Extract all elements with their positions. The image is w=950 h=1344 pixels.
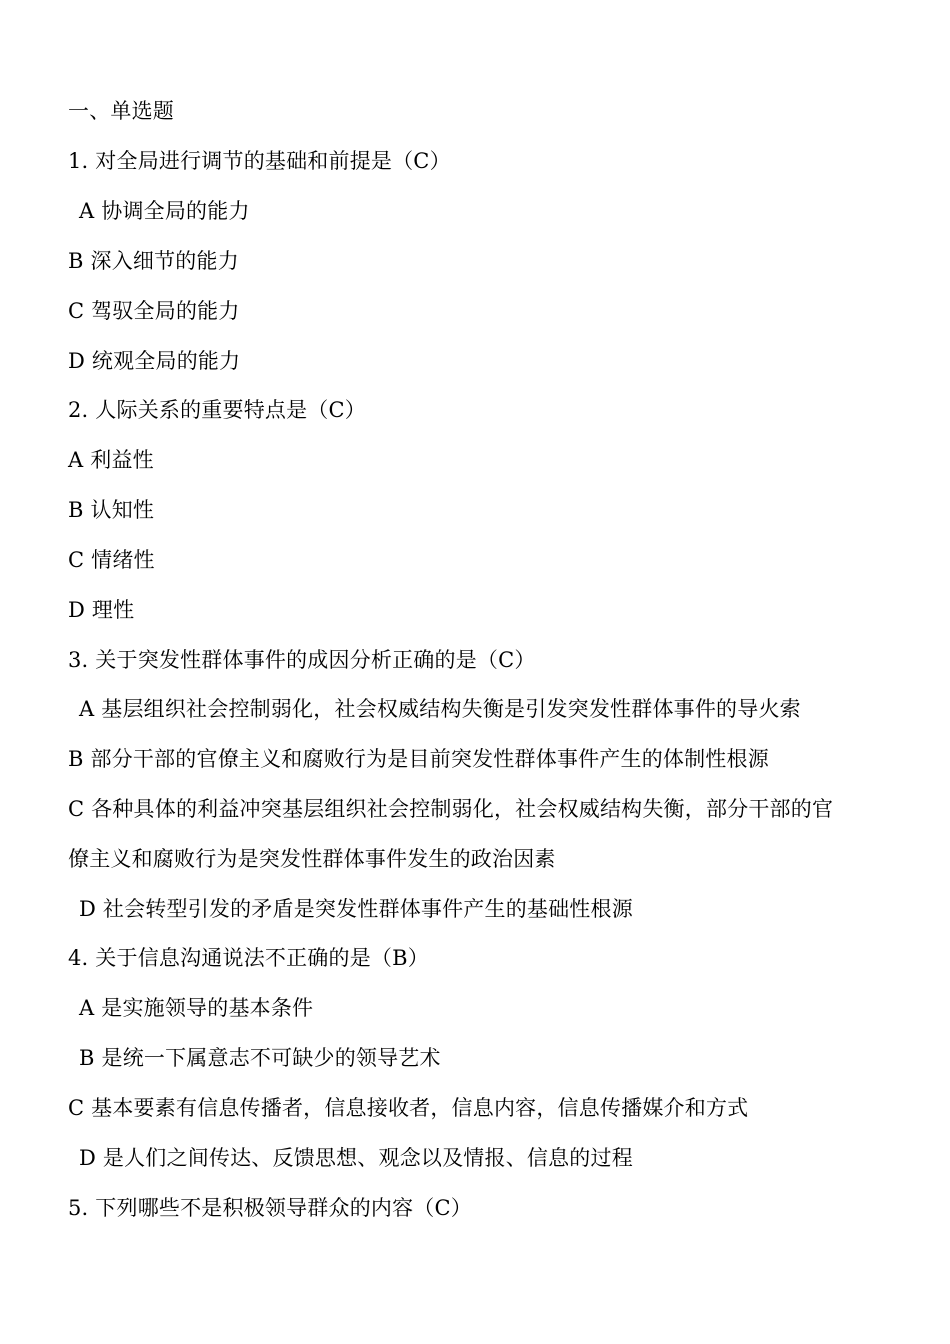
- section-title: 一、单选题: [68, 99, 174, 123]
- question-option: D 社会转型引发的矛盾是突发性群体事件产生的基础性根源: [79, 897, 633, 921]
- question-option: C 情绪性: [68, 548, 155, 572]
- question-option: A 基层组织社会控制弱化，社会权威结构失衡是引发突发性群体事件的导火索: [79, 697, 801, 721]
- question-option: B 是统一下属意志不可缺少的领导艺术: [79, 1046, 441, 1070]
- question-option: A 利益性: [68, 448, 154, 472]
- question-option: D 统观全局的能力: [68, 349, 241, 373]
- question-option: D 理性: [68, 598, 135, 622]
- question-option: C 各种具体的利益冲突基层组织社会控制弱化，社会权威结构失衡，部分干部的官: [68, 797, 834, 821]
- question-option: C 基本要素有信息传播者，信息接收者，信息内容，信息传播媒介和方式: [68, 1096, 749, 1120]
- question-option: B 深入细节的能力: [68, 249, 239, 273]
- question-option: C 驾驭全局的能力: [68, 299, 240, 323]
- question-stem: 2. 人际关系的重要特点是（C）: [68, 398, 366, 422]
- question-option: B 部分干部的官僚主义和腐败行为是目前突发性群体事件产生的体制性根源: [68, 747, 769, 771]
- question-stem: 4. 关于信息沟通说法不正确的是（B）: [68, 946, 429, 970]
- question-stem: 5. 下列哪些不是积极领导群众的内容（C）: [68, 1196, 472, 1220]
- question-option-continuation: 僚主义和腐败行为是突发性群体事件发生的政治因素: [68, 847, 556, 871]
- question-stem: 3. 关于突发性群体事件的成因分析正确的是（C）: [68, 648, 536, 672]
- question-option: A 是实施领导的基本条件: [79, 996, 314, 1020]
- question-stem: 1. 对全局进行调节的基础和前提是（C）: [68, 149, 451, 173]
- question-option: A 协调全局的能力: [79, 199, 250, 223]
- question-option: D 是人们之间传达、反馈思想、观念以及情报、信息的过程: [79, 1146, 633, 1170]
- question-option: B 认知性: [68, 498, 155, 522]
